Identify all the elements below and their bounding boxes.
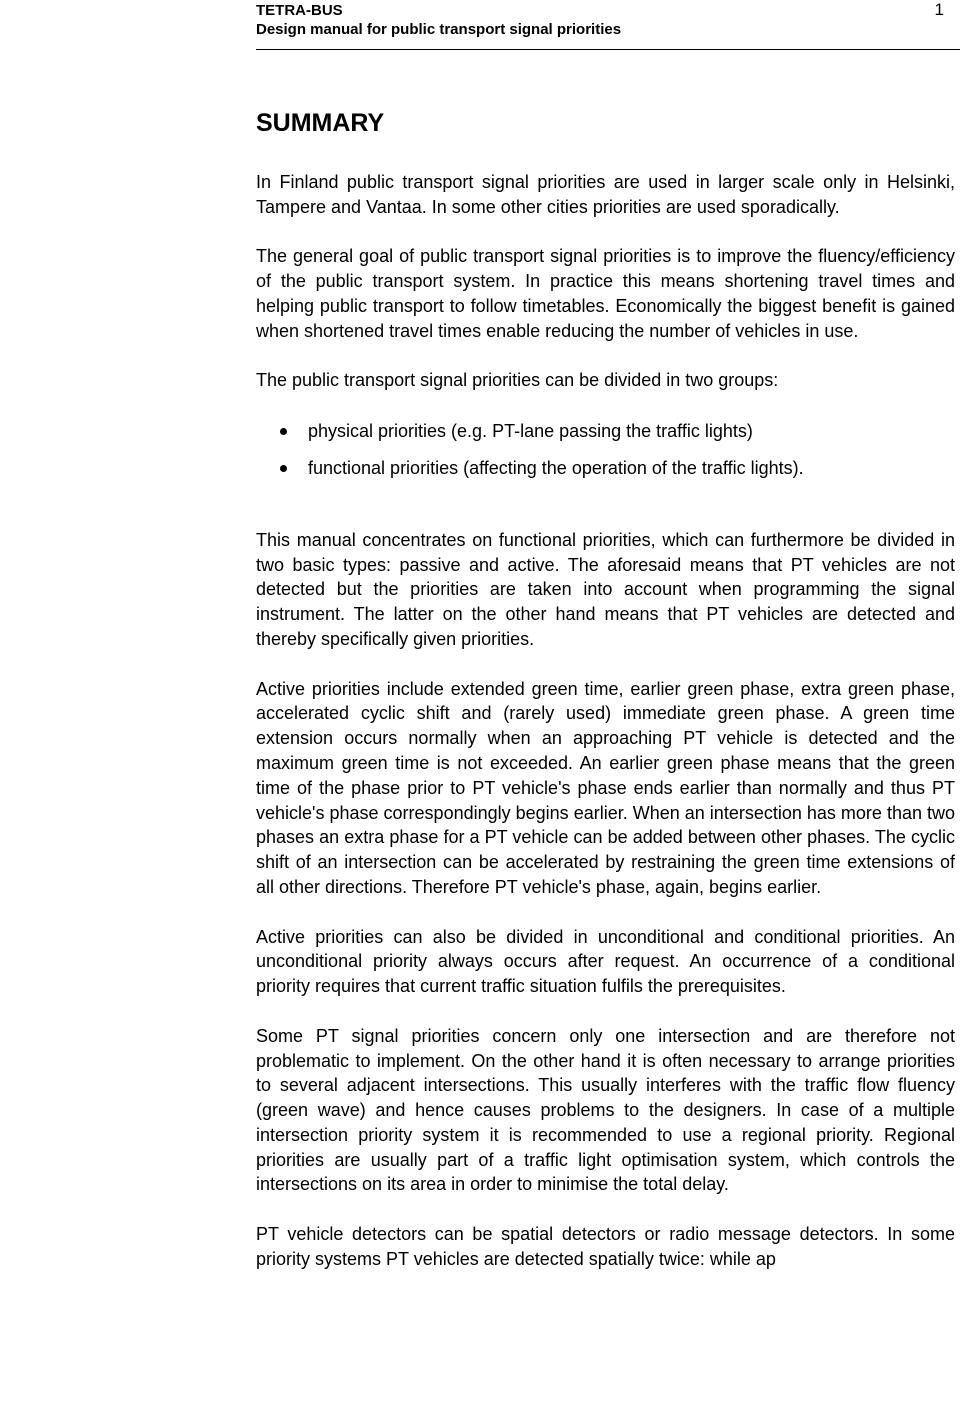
- header-project-name: TETRA-BUS: [256, 2, 343, 19]
- list-item-text: functional priorities (affecting the operation of the traffic lights).: [308, 457, 804, 478]
- paragraph: PT vehicle detectors can be spatial detectors or radio message detectors. In some priority systems PT vehicles are detected spatially twice: while ap: [256, 1224, 955, 1269]
- header-document-title: Design manual for public transport signal priorities: [256, 21, 622, 38]
- section-heading: SUMMARY: [256, 109, 385, 137]
- priority-groups-list: [256, 419, 955, 481]
- paragraph: In Finland public transport signal priorities are used in larger scale only in Helsinki, Tampere and Vantaa. In some other cities priorities are used sporadically.: [256, 172, 955, 217]
- list-item: [256, 456, 955, 481]
- paragraph: The general goal of public transport signal priorities is to improve the fluency/efficiency of the public transport system. In practice this means shortening travel times and helping public transport to follow timetables. Economically the biggest benefit is gained when shortened travel times enable reducing the number of vehicles in use.: [256, 246, 955, 341]
- list-item: [256, 419, 955, 444]
- paragraph: This manual concentrates on functional priorities, which can furthermore be divided in two basic types: passive and active. The aforesaid means that PT vehicles are not detected but the priorities are taken into account when programming the signal instrument. The latter on the other hand means that PT vehicles are detected and thereby specifically given priorities.: [256, 529, 955, 649]
- document-body: [256, 108, 955, 1296]
- bullet-icon: [280, 465, 287, 472]
- paragraph: The public transport signal priorities can be divided in two groups:: [256, 370, 779, 391]
- paragraph: Active priorities can also be divided in unconditional and conditional priorities. An unconditional priority always occurs after request. An occurrence of a conditional priority requires that current traffic situation fulfils the prerequisites.: [256, 926, 955, 997]
- paragraph: Active priorities include extended green time, earlier green phase, extra green phase, accelerated cyclic shift and (rarely used) immediate green phase. A green time extension occurs normally when an approaching PT vehicle is detected and the maximum green time is not exceeded. An earlier green phase means that the green time of the phase prior to PT vehicle's phase ends earlier than normally and thus PT vehicle's phase correspondingly begins earlier. When an intersection has more than two phases an extra phase for a PT vehicle can be added between other phases. The cyclic shift of an intersection can be accelerated by restraining the green time extensions of all other directions. Therefore PT vehicle's phase, again, begins earlier.: [256, 678, 955, 897]
- list-item-text: physical priorities (e.g. PT-lane passing the traffic lights): [308, 421, 753, 442]
- paragraph: Some PT signal priorities concern only one intersection and are therefore not problematic to implement. On the other hand it is often necessary to arrange priorities to several adjacent intersections. This usually interferes with the traffic flow fluency (green wave) and hence causes problems to the designers. In case of a multiple intersection priority system it is recommended to use a regional priority. Regional priorities are usually part of a traffic light optimisation system, which controls the intersections on its area in order to minimise the total delay.: [256, 1025, 955, 1195]
- bullet-icon: [280, 428, 287, 435]
- page-number: 1: [934, 0, 944, 19]
- running-header: [256, 0, 960, 50]
